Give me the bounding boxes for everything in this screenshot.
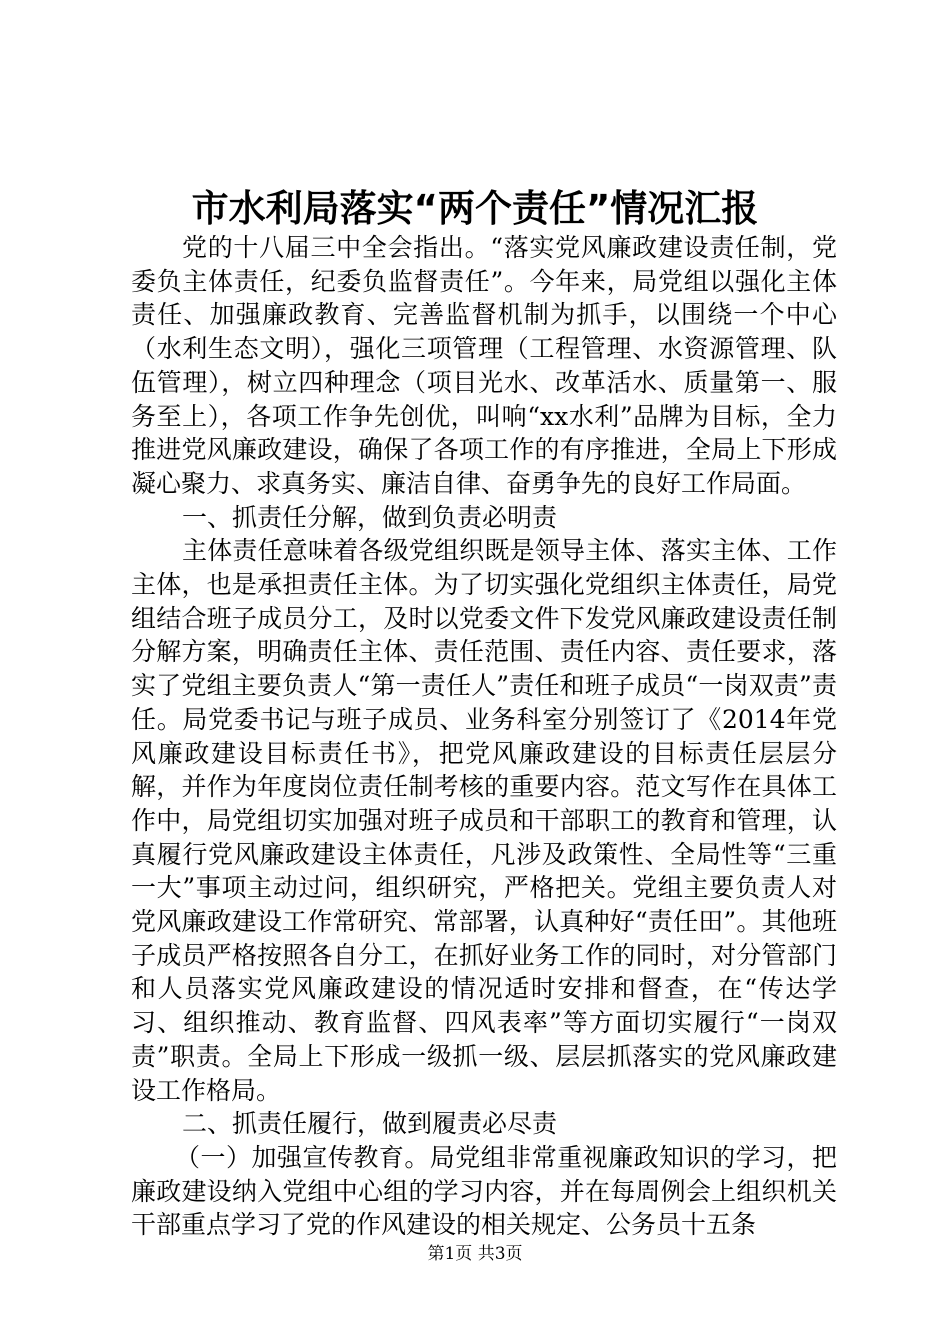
paragraph-section-2-item-1: （一）加强宣传教育。局党组非常重视廉政知识的学习，把廉政建设纳入党组中心组的学习内容，并在每周例会上组织机关干部重点学习了党的作风建设的相关规定、公务员十五条 xyxy=(131,1142,837,1240)
section-heading-1: 一、抓责任分解，做到负责必明责 xyxy=(182,502,558,532)
document-body xyxy=(131,231,837,1242)
page-footer: 第1页 共3页 xyxy=(427,1244,523,1264)
section-heading-2: 二、抓责任履行，做到履责必尽责 xyxy=(182,1109,558,1139)
document-title: 市水利局落实“两个责任”情况汇报 xyxy=(191,187,759,230)
paragraph-section-1: 主体责任意味着各级党组织既是领导主体、落实主体、工作主体，也是承担责任主体。为了切实强化党组织主体责任，局党组结合班子成员分工，及时以党委文件下发党风廉政建设责任制分解方案，明确责任主体、责任范围、责任内容、责任要求，落实了党组主要负责人“第一责任人”责任和班子成员“一岗双责”责任。局党委书记与班子成员、业务科室分别签订了《2014年党风廉政建设目标责任书》，把党风廉政建设的目标责任层层分解，并作为年度岗位责任制考核的重要内容。范文写作在具体工作中，局党组切实加强对班子成员和干部职工的教育和管理，认真履行党风廉政建设主体责任，凡涉及政策性、全局性等“三重一大”事项主动过问，组织研究，严格把关。党组主要负责人对党风廉政建设工作常研究、常部署，认真种好“责任田”。其他班子成员严格按照各自分工，在抓好业务工作的同时，对分管部门和人员落实党风廉政建设的情况适时安排和督查，在“传达学习、组织推动、教育监督、四风表率”等方面切实履行“一岗双责”职责。全局上下形成一级抓一级、层层抓落实的党风廉政建设工作格局。 xyxy=(131,536,837,1105)
paragraph-intro: 党的十八届三中全会指出。“落实党风廉政建设责任制，党委负主体责任，纪委负监督责任”。今年来，局党组以强化主体责任、加强廉政教育、完善监督机制为抓手，以围绕一个中心（水利生态文明），强化三项管理（工程管理、水资源管理、队伍管理），树立四种理念（项目光水、改革活水、质量第一、服务至上），各项工作争先创优，叫响“xx水利”品牌为目标，全力推进党风廉政建设，确保了各项工作的有序推进，全局上下形成凝心聚力、求真务实、廉洁自律、奋勇争先的良好工作局面。 xyxy=(131,233,837,498)
